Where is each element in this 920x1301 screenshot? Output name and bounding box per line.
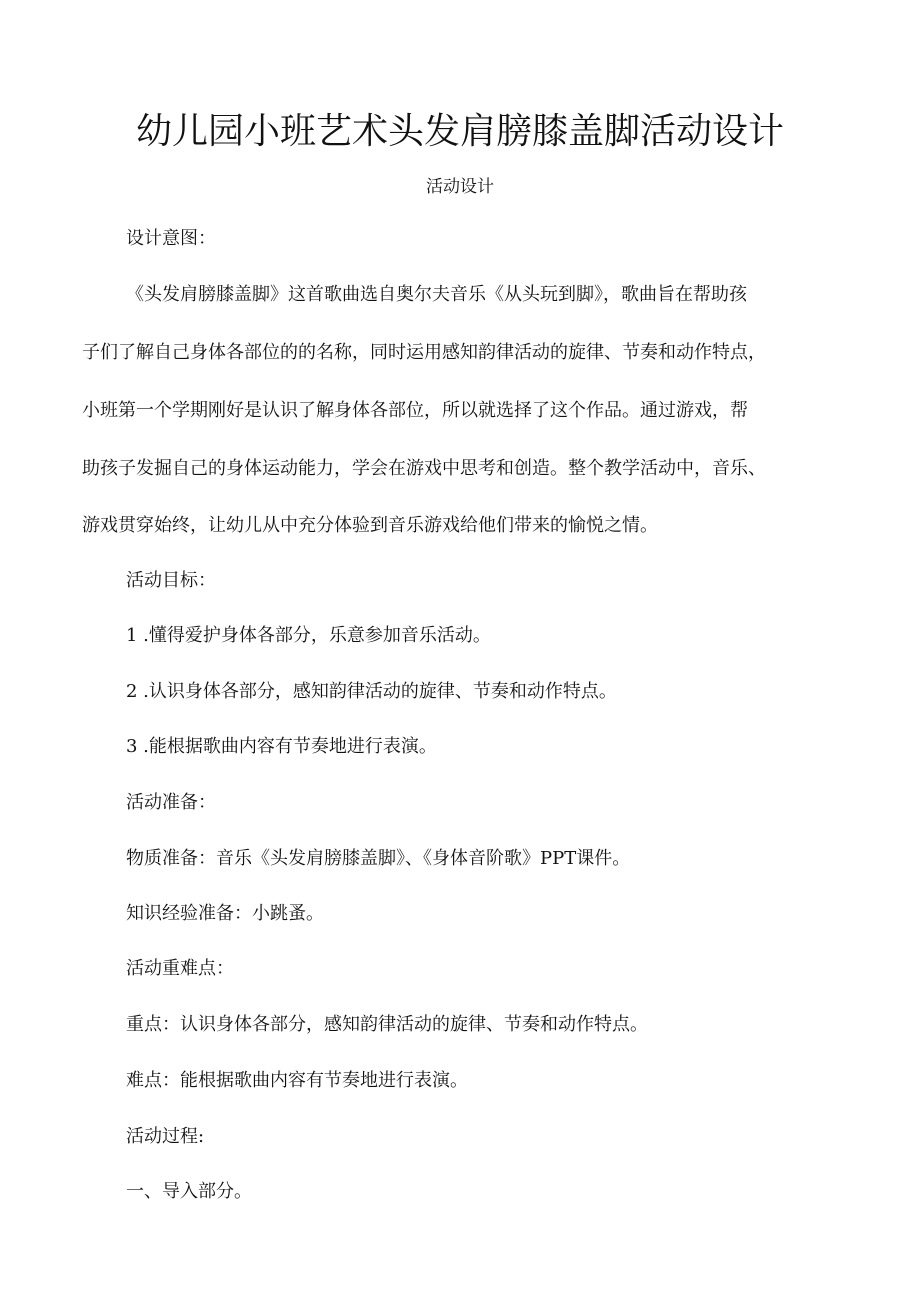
goal-item-3: 3 .能根据歌曲内容有节奏地进行表演。 [126,736,437,757]
design-intent-line-4: 助孩子发掘自己的身体运动能力，学会在游戏中思考和创造。整个教学活动中，音乐、 [82,458,766,479]
preparation-heading: 活动准备： [126,792,216,813]
process-step-1: 一、导入部分。 [126,1181,252,1202]
knowledge-preparation: 知识经验准备：小跳蚤。 [126,903,324,924]
design-intent-line-3: 小班第一个学期刚好是认识了解身体各部位，所以就选择了这个作品。通过游戏，帮 [82,400,748,421]
difficult-point: 难点：能根据歌曲内容有节奏地进行表演。 [126,1070,468,1091]
design-intent-line-5: 游戏贯穿始终，让幼儿从中充分体验到音乐游戏给他们带来的愉悦之情。 [82,515,658,536]
design-intent-heading: 设计意图： [126,228,216,249]
goals-heading: 活动目标： [126,570,216,591]
design-intent-line-1: 《头发肩膀膝盖脚》这首歌曲选自奥尔夫音乐《从头玩到脚》，歌曲旨在帮助孩 [126,284,747,305]
document-title: 幼儿园小班艺术头发肩膀膝盖脚活动设计 [135,111,784,152]
design-intent-line-2: 子们了解自己身体各部位的的名称，同时运用感知韵律活动的旋律、节奏和动作特点， [82,342,766,363]
key-point: 重点：认识身体各部分，感知韵律活动的旋律、节奏和动作特点。 [126,1014,648,1035]
goal-item-2: 2 .认识身体各部分，感知韵律活动的旋律、节奏和动作特点。 [126,681,617,702]
goal-item-1: 1 .懂得爱护身体各部分，乐意参加音乐活动。 [126,625,491,646]
key-points-heading: 活动重难点： [126,958,234,979]
document-subtitle: 活动设计 [426,177,494,197]
process-heading: 活动过程: [126,1126,205,1147]
material-preparation: 物质准备：音乐《头发肩膀膝盖脚》、《身体音阶歌》PPT课件。 [126,848,631,869]
